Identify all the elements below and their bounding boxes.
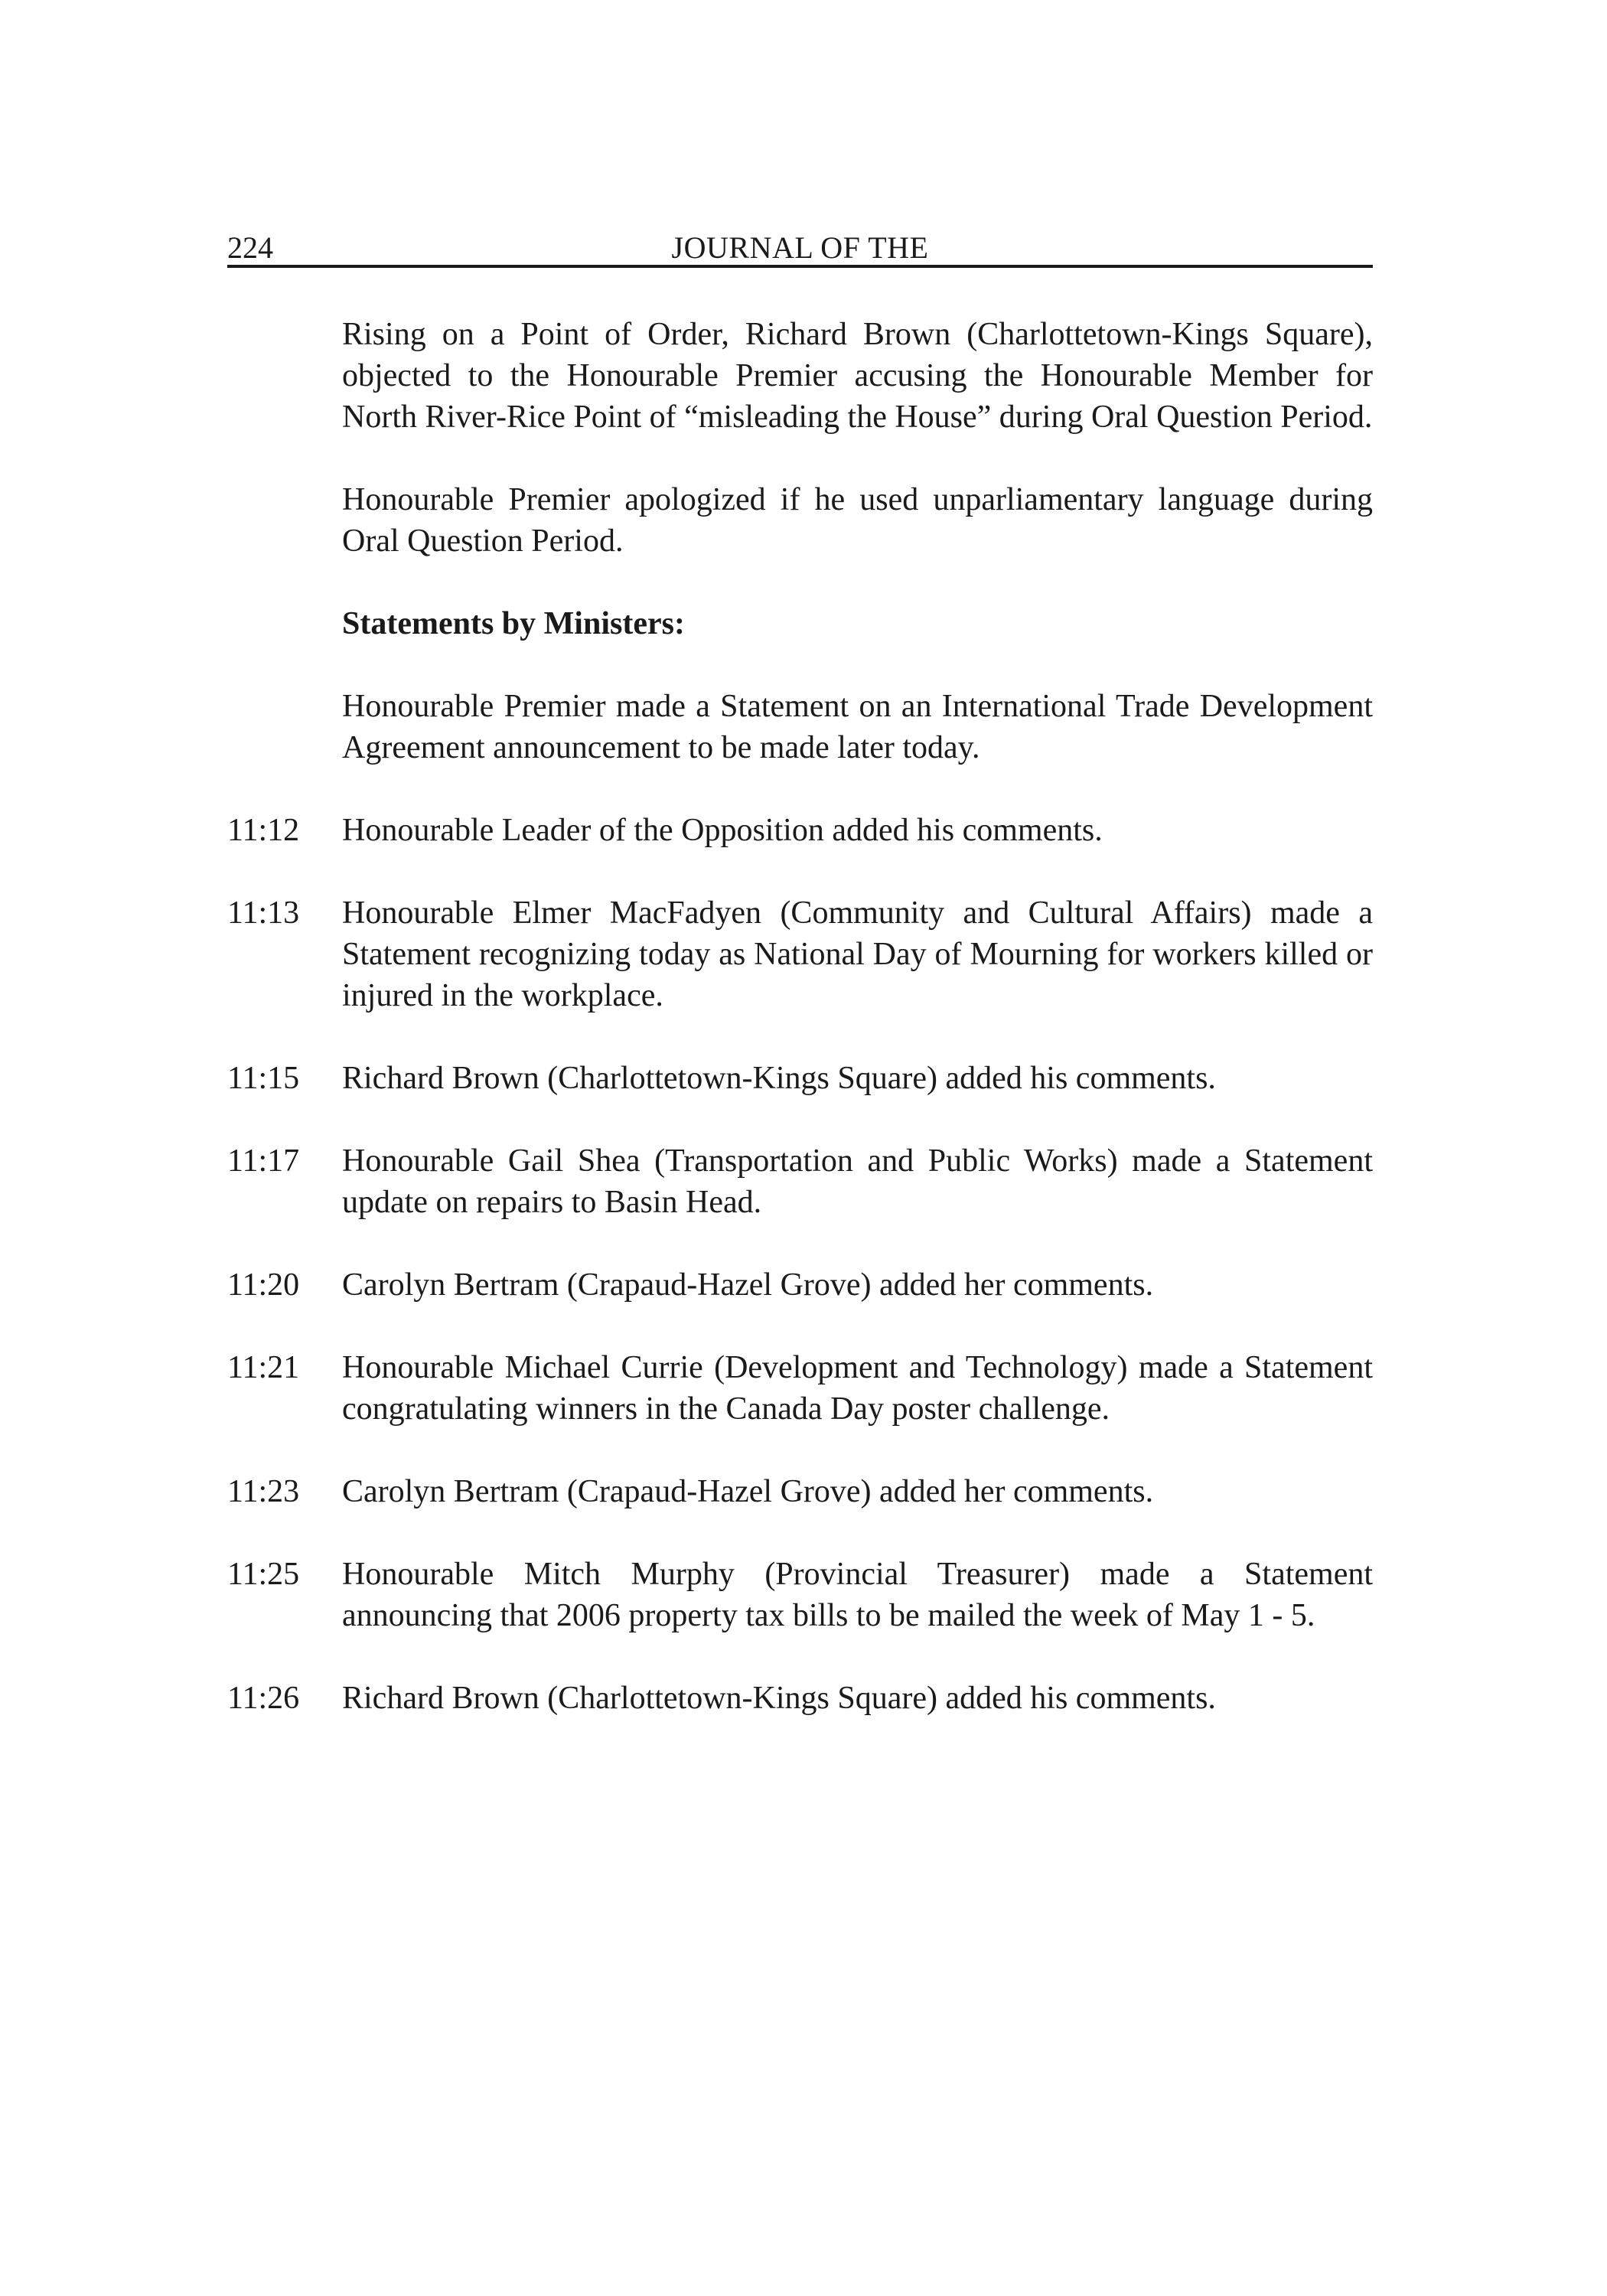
journal-entry xyxy=(227,892,1373,1016)
entry-text: Honourable Elmer MacFadyen (Community and Cultural Affairs) made a Statement recognizing today as National Day of Mourning for workers killed or injured in the workplace. xyxy=(342,895,1373,1013)
premier-statement-paragraph: Honourable Premier made a Statement on an International Trade Development Agreement announcement to be made later today. xyxy=(342,689,1373,765)
journal-body xyxy=(227,314,1373,1760)
journal-entry xyxy=(227,1140,1373,1223)
page-number: 224 xyxy=(227,230,273,265)
entry-text: Honourable Mitch Murphy (Provincial Treasurer) made a Statement announcing that 2006 property tax bills to be mailed the week of May 1 - 5. xyxy=(342,1557,1373,1633)
entry-time: 11:21 xyxy=(227,1350,300,1385)
journal-entry xyxy=(227,1058,1373,1099)
running-title: JOURNAL OF THE xyxy=(671,230,929,265)
page-header xyxy=(227,227,1373,269)
entry-text: Richard Brown (Charlottetown-Kings Square) added his comments. xyxy=(342,1681,1216,1716)
entry-text: Richard Brown (Charlottetown-Kings Square) added his comments. xyxy=(342,1061,1216,1096)
point-of-order-paragraph: Rising on a Point of Order, Richard Brown (Charlottetown-Kings Square), objected to the Honourable Premier accusing the Honourable Member for North River-Rice Point of “misleading the House” during Oral Question Period. xyxy=(342,317,1373,435)
journal-entry xyxy=(227,1554,1373,1636)
header-rule xyxy=(227,265,1373,268)
entry-time: 11:17 xyxy=(227,1143,300,1179)
entry-text: Carolyn Bertram (Crapaud-Hazel Grove) added her comments. xyxy=(342,1267,1154,1303)
journal-entry xyxy=(227,1347,1373,1430)
journal-entry xyxy=(227,1264,1373,1306)
entry-time: 11:20 xyxy=(227,1267,300,1303)
apology-paragraph: Honourable Premier apologized if he used unparliamentary language during Oral Question Period. xyxy=(342,482,1373,559)
entry-time: 11:15 xyxy=(227,1061,300,1096)
entry-time: 11:26 xyxy=(227,1681,300,1716)
entry-time: 11:12 xyxy=(227,813,300,848)
journal-entry xyxy=(227,810,1373,851)
section-heading: Statements by Ministers: xyxy=(342,606,685,641)
entry-time: 11:13 xyxy=(227,895,300,931)
entry-text: Honourable Leader of the Opposition added his comments. xyxy=(342,813,1103,848)
entry-text: Honourable Gail Shea (Transportation and Public Works) made a Statement update on repairs to Basin Head. xyxy=(342,1143,1373,1220)
entry-time: 11:25 xyxy=(227,1557,300,1592)
journal-entry xyxy=(227,1471,1373,1512)
entry-text: Carolyn Bertram (Crapaud-Hazel Grove) added her comments. xyxy=(342,1474,1154,1509)
entry-text: Honourable Michael Currie (Development and Technology) made a Statement congratulating winners in the Canada Day poster challenge. xyxy=(342,1350,1373,1427)
journal-entry xyxy=(227,1678,1373,1719)
entry-time: 11:23 xyxy=(227,1474,300,1509)
